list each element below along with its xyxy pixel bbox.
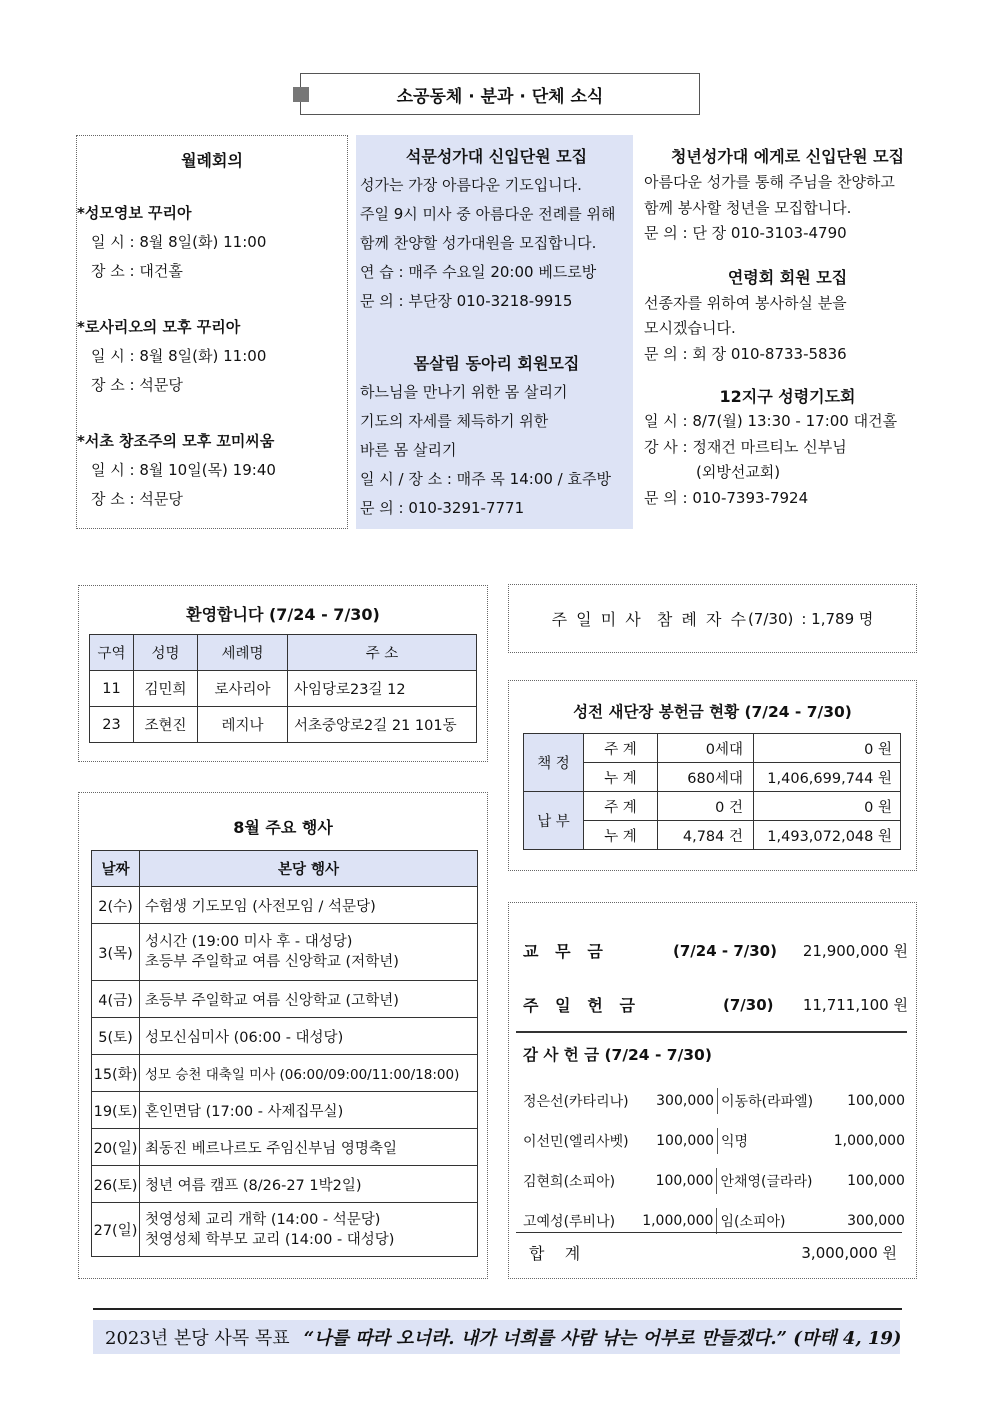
event-desc: 혼인면담 (17:00 - 사제집무실)	[140, 1092, 478, 1129]
event-desc: 초등부 주일학교 여름 신앙학교 (고학년)	[140, 981, 478, 1018]
fund-group: 책 정	[524, 734, 584, 792]
body-club-line: 일 시 / 장 소 : 매주 목 14:00 / 효주방	[360, 470, 611, 488]
fund-amount: 1,406,699,744 원	[754, 763, 901, 792]
pastoral-goal-banner	[93, 1320, 900, 1354]
body-club-line: 바른 몸 살리기	[360, 441, 457, 459]
youth-choir-line: 문 의 : 단 장 010-3103-4790	[644, 224, 847, 242]
monthly-meeting-title: 월례회의	[181, 151, 243, 170]
table-row	[524, 734, 901, 763]
meeting-where: 장 소 : 석문당	[91, 490, 183, 508]
meeting-where: 장 소 : 석문당	[91, 376, 183, 394]
table-row	[92, 1166, 478, 1203]
meeting-when: 일 시 : 8월 8일(화) 11:00	[91, 233, 267, 251]
event-desc: 청년 여름 캠프 (8/26-27 1박2일)	[140, 1166, 478, 1203]
donor-name: 익명	[721, 1134, 749, 1150]
column-divider	[717, 1128, 718, 1154]
table-row	[90, 707, 477, 743]
welcome-cell: 김민희	[134, 671, 198, 707]
monthly-meeting-box	[76, 135, 348, 529]
list-item	[523, 1201, 905, 1241]
events-header: 날짜	[92, 851, 140, 887]
meeting-name: *로사리오의 모후 꾸리아	[77, 318, 241, 336]
gyomu-label: 교 무 금	[523, 942, 603, 961]
event-date: 27(일)	[92, 1203, 140, 1257]
welcome-table	[89, 634, 477, 743]
district-title: 12지구 성령기도회	[719, 387, 856, 406]
donor-amount: 100,000	[847, 1093, 905, 1109]
juil-period: (7/30)	[723, 995, 774, 1014]
fund-label: 주 계	[584, 792, 658, 821]
welcome-cell: 사임당로23길 12	[288, 671, 477, 707]
events-title: 8월 주요 행사	[233, 818, 333, 837]
events-table	[91, 850, 478, 1257]
body-club-title: 몸살림 동아리 회원모집	[413, 354, 580, 373]
welcome-box	[78, 585, 488, 762]
welcome-header: 주 소	[288, 635, 477, 671]
event-date: 20(일)	[92, 1129, 140, 1166]
youth-choir-title: 청년성가대 에게로 신입단원 모집	[670, 147, 905, 166]
finance-box	[508, 902, 917, 1279]
meeting-group	[77, 199, 347, 286]
donor-name: 이선민(엘리사벳)	[523, 1134, 629, 1150]
thanks-list	[523, 1081, 905, 1241]
donor-name: 고예성(루비나)	[523, 1214, 616, 1230]
fund-count: 0세대	[658, 734, 754, 763]
table-row	[92, 1129, 478, 1166]
event-date: 26(토)	[92, 1166, 140, 1203]
meeting-group	[77, 427, 347, 514]
donor-amount: 1,000,000	[833, 1133, 905, 1149]
donor-name: 정은선(카타리나)	[523, 1094, 629, 1110]
fund-label: 누 계	[584, 763, 658, 792]
event-date: 5(토)	[92, 1018, 140, 1055]
attendance-period: (7/30)	[747, 609, 794, 628]
building-fund-table	[523, 733, 901, 850]
welcome-cell: 11	[90, 671, 134, 707]
event-date: 3(목)	[92, 924, 140, 981]
choir-title: 석문성가대 신입단원 모집	[405, 147, 588, 166]
welcome-header: 세례명	[198, 635, 288, 671]
list-item	[523, 1081, 905, 1121]
divider	[516, 1031, 907, 1033]
donor-amount: 300,000	[656, 1093, 715, 1109]
welcome-cell: 레지나	[198, 707, 288, 743]
table-row	[92, 1018, 478, 1055]
fund-amount: 1,493,072,048 원	[754, 821, 901, 850]
column-divider	[717, 1088, 718, 1114]
elders-line: 모시겠습니다.	[644, 319, 736, 337]
welcome-header: 성명	[134, 635, 198, 671]
footer-rule	[93, 1308, 902, 1310]
district-line: 일 시 : 8/7(월) 13:30 - 17:00 대건홀	[644, 412, 898, 430]
donor-name: 김현희(소피아)	[523, 1174, 616, 1190]
event-line: 초등부 주일학교 여름 신앙학교 (저학년)	[145, 954, 399, 970]
divider	[516, 1232, 902, 1233]
footer-quote: “나를 따라 오너라. 내가 너희를 사람 낚는 어부로 만들겠다.” (마태 4, 19)	[303, 1328, 902, 1349]
fund-amount: 0 원	[754, 734, 901, 763]
table-row	[524, 792, 901, 821]
fund-group: 납 부	[524, 792, 584, 850]
meeting-when: 일 시 : 8월 8일(화) 11:00	[91, 347, 267, 365]
events-box	[78, 792, 488, 1279]
events-header: 본당 행사	[140, 851, 478, 887]
choir-line: 함께 찬양할 성가대원을 모집합니다.	[360, 234, 597, 252]
welcome-cell: 서초중앙로2길 21 101동	[288, 707, 477, 743]
district-line: 문 의 : 010-7393-7924	[644, 488, 809, 507]
welcome-cell: 로사리아	[198, 671, 288, 707]
meeting-name: *서초 창조주의 모후 꼬미씨움	[77, 432, 275, 450]
juil-amount: 11,711,100 원	[802, 996, 908, 1014]
fund-amount: 0 원	[754, 792, 901, 821]
donor-name: 임(소피아)	[720, 1214, 786, 1230]
event-date: 2(수)	[92, 887, 140, 924]
welcome-cell: 23	[90, 707, 134, 743]
attendance-box	[508, 584, 917, 653]
district-line: (외방선교회)	[696, 463, 781, 481]
choir-line: 문 의 : 부단장 010-3218-9915	[360, 292, 573, 310]
juil-label: 주 일 헌 금	[523, 996, 635, 1015]
table-row	[92, 1092, 478, 1129]
event-line: 첫영성체 교리 개학 (14:00 - 석문당)	[145, 1211, 381, 1228]
event-desc: 성모 승천 대축일 미사 (06:00/09:00/11:00/18:00)	[140, 1055, 478, 1092]
attendance-label: 주 일 미 사 참 례 자 수	[551, 610, 748, 629]
meeting-name: *성모영보 꾸리아	[77, 204, 192, 222]
fund-count: 4,784 건	[658, 821, 754, 850]
body-club-line: 기도의 자세를 체득하기 위한	[360, 412, 549, 430]
district-line: 강 사 : 정재건 마르티노 신부님	[644, 437, 847, 456]
choir-line: 연 습 : 매주 수요일 20:00 베드로방	[360, 263, 597, 281]
body-club-line: 하느님을 만나기 위한 몸 살리기	[360, 383, 568, 401]
gyomu-amount: 21,900,000 원	[802, 942, 908, 960]
gyomu-row	[523, 939, 908, 962]
table-row	[92, 1203, 478, 1257]
section-title: 소공동체 · 분과 · 단체 소식	[396, 86, 604, 107]
elders-title: 연령회 회원 모집	[727, 267, 848, 287]
event-date: 4(금)	[92, 981, 140, 1018]
square-bullet-icon	[293, 87, 309, 102]
footer-prefix: 2023년 본당 사목 목표	[105, 1328, 290, 1349]
donor-amount: 100,000	[847, 1173, 905, 1189]
event-desc	[140, 1203, 478, 1257]
choir-line: 주일 9시 미사 중 아름다운 전례를 위해	[360, 205, 616, 223]
fund-count: 680세대	[658, 763, 754, 792]
meeting-group	[77, 313, 347, 400]
elders-line: 선종자를 위하여 봉사하실 분을	[644, 293, 847, 312]
event-desc	[140, 924, 478, 981]
total-row	[529, 1237, 897, 1267]
fund-count: 0 건	[658, 792, 754, 821]
table-row	[92, 887, 478, 924]
event-date: 19(토)	[92, 1092, 140, 1129]
youth-choir-line: 함께 봉사할 청년을 모집합니다.	[644, 198, 852, 217]
juil-row	[523, 993, 908, 1016]
list-item	[523, 1121, 905, 1161]
gyomu-period: (7/24 - 7/30)	[673, 941, 777, 960]
welcome-header: 구역	[90, 635, 134, 671]
event-line: 첫영성체 학부모 교리 (14:00 - 대성당)	[145, 1231, 395, 1248]
notice-column	[641, 135, 931, 529]
column-divider	[716, 1208, 717, 1234]
table-row	[92, 981, 478, 1018]
table-row	[92, 1055, 478, 1092]
meeting-where: 장 소 : 대건홀	[91, 262, 183, 280]
event-desc: 성모신심미사 (06:00 - 대성당)	[140, 1018, 478, 1055]
donor-amount: 100,000	[655, 1173, 714, 1189]
list-item	[523, 1161, 905, 1201]
choir-line: 성가는 가장 아름다운 기도입니다.	[360, 176, 582, 194]
fund-label: 누 계	[584, 821, 658, 850]
donor-amount: 1,000,000	[642, 1213, 714, 1229]
donor-amount: 100,000	[656, 1133, 715, 1149]
section-header	[300, 73, 700, 115]
building-fund-box	[508, 680, 917, 871]
total-amount: 3,000,000 원	[801, 1243, 897, 1262]
total-label: 합 계	[529, 1243, 581, 1263]
youth-choir-line: 아름다운 성가를 통해 주님을 찬양하고	[644, 173, 895, 191]
table-row	[90, 671, 477, 707]
building-fund-title: 성전 새단장 봉헌금 현황 (7/24 - 7/30)	[573, 703, 852, 721]
elders-line: 문 의 : 회 장 010-8733-5836	[644, 344, 847, 363]
table-row	[92, 924, 478, 981]
welcome-title: 환영합니다 (7/24 - 7/30)	[186, 605, 380, 624]
meeting-when: 일 시 : 8월 10일(목) 19:40	[91, 461, 276, 479]
welcome-cell: 조현진	[134, 707, 198, 743]
event-desc: 최동진 베르나르도 주임신부님 영명축일	[140, 1129, 478, 1166]
event-desc: 수험생 기도모임 (사전모임 / 석문당)	[140, 887, 478, 924]
event-line: 성시간 (19:00 미사 후 - 대성당)	[145, 934, 353, 950]
column-divider	[716, 1168, 717, 1194]
attendance-value: : 1,789 명	[801, 610, 874, 628]
donor-amount: 300,000	[847, 1213, 905, 1229]
donor-name: 이동하(라파엘)	[721, 1094, 814, 1110]
fund-label: 주 계	[584, 734, 658, 763]
event-date: 15(화)	[92, 1055, 140, 1092]
body-club-line: 문 의 : 010-3291-7771	[360, 499, 525, 517]
choir-recruit-box	[356, 135, 633, 529]
donor-name: 안채영(글라라)	[720, 1174, 813, 1190]
thanks-title: 감 사 헌 금 (7/24 - 7/30)	[523, 1046, 712, 1064]
